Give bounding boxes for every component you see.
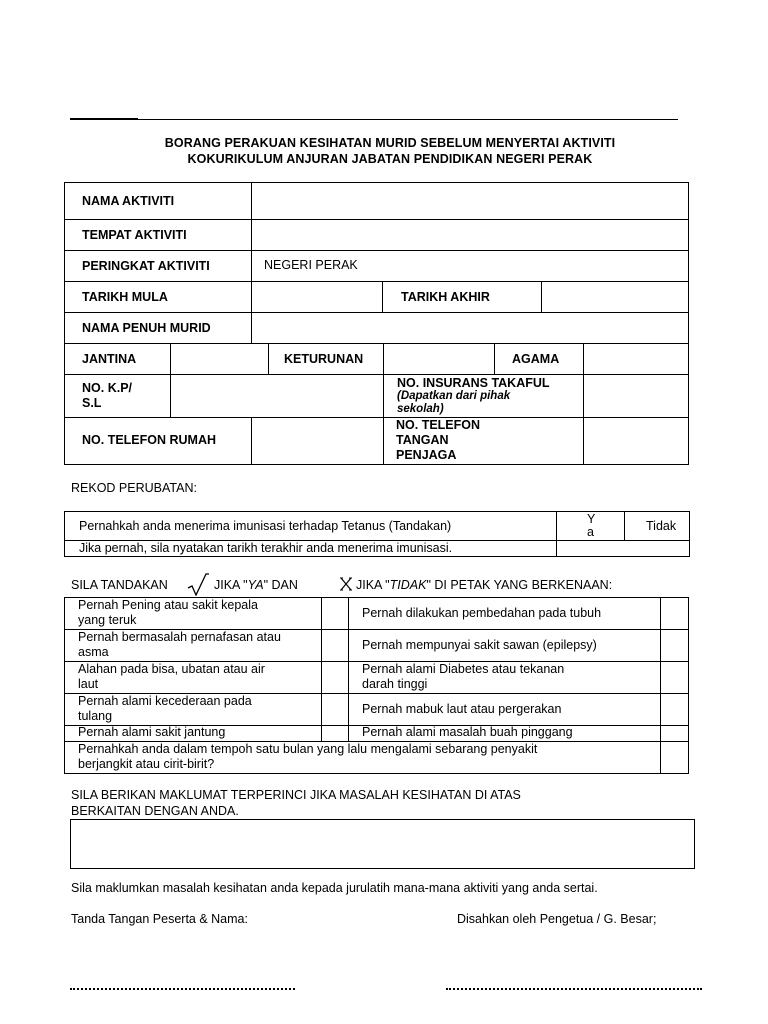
tetanus-tidak-label: Tidak [646, 519, 677, 533]
label-telefon-tangan-line1: NO. TELEFON [396, 418, 481, 432]
label-insurans-note-line2: sekolah) [397, 403, 444, 415]
instruction-part1: SILA TANDAKAN [71, 578, 168, 592]
condition-cell [348, 725, 661, 742]
instruction-part5: " DI PETAK YANG BERKENAAN: [426, 578, 613, 592]
details-textarea[interactable] [70, 819, 695, 869]
condition-checkbox[interactable] [660, 725, 689, 742]
condition-text: yang teruk [78, 613, 137, 627]
condition-text: Pernah alami kecederaan pada [78, 694, 252, 708]
label-keturunan: KETURUNAN [284, 352, 364, 366]
label-cell-keturunan [268, 343, 384, 375]
condition-text: laut [78, 677, 99, 691]
label-cell-tarikh-akhir [382, 281, 542, 313]
signature-line-participant[interactable] [70, 988, 295, 990]
field-nama-penuh-murid[interactable] [251, 312, 689, 344]
form-title-line2: KOKURIKULUM ANJURAN JABATAN PENDIDIKAN NEGERI PERAK [187, 152, 593, 166]
label-telefon-rumah: NO. TELEFON RUMAH [82, 433, 217, 447]
label-telefon-tangan-line2: TANGAN [396, 433, 449, 447]
condition-checkbox[interactable] [321, 597, 349, 630]
cross-mark-icon [340, 577, 352, 591]
signature-label-principal: Disahkan oleh Pengetua / G. Besar; [457, 912, 657, 926]
tetanus-tidak-checkbox[interactable] [624, 511, 690, 541]
tetanus-date-cell [64, 540, 557, 557]
condition-text: darah tinggi [362, 677, 428, 691]
condition-text: Alahan pada bisa, ubatan atau air [78, 662, 265, 676]
footer-notice: Sila maklumkan masalah kesihatan anda kepada jurulatih mana-mana aktiviti yang anda sertai. [71, 881, 598, 895]
condition-checkbox[interactable] [321, 661, 349, 694]
condition-checkbox[interactable] [321, 693, 349, 726]
condition-checkbox[interactable] [660, 629, 689, 662]
label-cell-no-kp [64, 374, 171, 418]
condition-text: Pernah alami Diabetes atau tekanan [362, 662, 565, 676]
label-nama-penuh-murid: NAMA PENUH MURID [82, 321, 211, 335]
label-cell-telefon-tangan [383, 417, 584, 465]
label-nama-aktiviti: NAMA AKTIVITI [82, 194, 175, 208]
condition-cell [64, 725, 322, 742]
condition-text: Pernah alami sakit jantung [78, 725, 226, 739]
condition-text: Pernah Pening atau sakit kepala [78, 598, 258, 612]
tetanus-date-field[interactable] [556, 540, 690, 557]
tetanus-ya-label-line1: Y [587, 512, 596, 526]
condition-text: Pernah dilakukan pembedahan pada tubuh [362, 606, 602, 620]
field-keturunan[interactable] [383, 343, 495, 375]
label-cell-jantina [64, 343, 171, 375]
condition-cell-wide [64, 741, 661, 774]
condition-text: Pernah bermasalah pernafasan atau [78, 630, 281, 644]
condition-cell [348, 661, 661, 694]
label-cell-agama [494, 343, 584, 375]
condition-checkbox[interactable] [660, 597, 689, 630]
condition-checkbox[interactable] [321, 725, 349, 742]
label-cell-telefon-rumah [64, 417, 252, 465]
instruction-ya: YA [247, 578, 264, 592]
tetanus-ya-label-line2: a [587, 525, 594, 539]
details-instruction-line2: BERKAITAN DENGAN ANDA. [71, 804, 239, 818]
condition-cell [64, 629, 322, 662]
label-tempat-aktiviti: TEMPAT AKTIVITI [82, 228, 187, 242]
condition-cell [348, 693, 661, 726]
label-cell-nama-aktiviti [64, 182, 252, 220]
condition-text: Pernah mempunyai sakit sawan (epilepsy) [362, 638, 597, 652]
field-no-insurans[interactable] [583, 374, 689, 418]
signature-label-participant: Tanda Tangan Peserta & Nama: [71, 912, 248, 926]
condition-text: Pernah alami masalah buah pinggang [362, 725, 573, 739]
condition-text: Pernah mabuk laut atau pergerakan [362, 702, 562, 716]
field-peringkat-aktiviti[interactable] [251, 250, 689, 282]
label-telefon-tangan-line3: PENJAGA [396, 448, 457, 462]
condition-cell [64, 597, 322, 630]
label-insurans-note-line1: (Dapatkan dari pihak [397, 390, 511, 402]
condition-text: tulang [78, 709, 113, 723]
condition-checkbox[interactable] [660, 693, 689, 726]
field-nama-aktiviti[interactable] [251, 182, 689, 220]
field-telefon-rumah[interactable] [251, 417, 384, 465]
field-tarikh-mula[interactable] [251, 281, 383, 313]
field-tempat-aktiviti[interactable] [251, 219, 689, 251]
form-title-line1: BORANG PERAKUAN KESIHATAN MURID SEBELUM MENYERTAI AKTIVITI [164, 136, 616, 150]
condition-text: Pernahkah anda dalam tempoh satu bulan yang lalu mengalami sebarang penyakit [78, 742, 538, 756]
header-rule [70, 119, 678, 120]
condition-cell [348, 597, 661, 630]
label-cell-tempat-aktiviti [64, 219, 252, 251]
check-mark-icon [186, 572, 210, 596]
instruction-tidak: TIDAK [389, 578, 427, 592]
instruction-part3: " DAN [263, 578, 298, 592]
field-agama[interactable] [583, 343, 689, 375]
field-telefon-tangan[interactable] [583, 417, 689, 465]
label-cell-tarikh-mula [64, 281, 252, 313]
condition-cell [348, 629, 661, 662]
condition-cell [64, 693, 322, 726]
label-tarikh-akhir: TARIKH AKHIR [401, 290, 490, 304]
label-no-insurans: NO. INSURANS TAKAFUL [397, 376, 550, 390]
label-cell-nama-penuh [64, 312, 252, 344]
label-no-kp-line2: S.L [82, 396, 102, 410]
condition-cell [64, 661, 322, 694]
instruction-part2-group [214, 578, 298, 592]
label-cell-peringkat [64, 250, 252, 282]
tetanus-date-question: Jika pernah, sila nyatakan tarikh terakhir anda menerima imunisasi. [79, 541, 453, 555]
tetanus-ya-checkbox[interactable] [556, 511, 625, 541]
label-peringkat-aktiviti: PERINGKAT AKTIVITI [82, 259, 210, 273]
label-no-kp-line1: NO. K.P/ [82, 381, 133, 395]
label-jantina: JANTINA [82, 352, 137, 366]
condition-text: asma [78, 645, 109, 659]
details-instruction-line1: SILA BERIKAN MAKLUMAT TERPERINCI JIKA MASALAH KESIHATAN DI ATAS [71, 788, 521, 802]
instruction-part2: JIKA " [214, 578, 248, 592]
field-jantina[interactable] [170, 343, 269, 375]
value-peringkat-aktiviti: NEGERI PERAK [264, 258, 358, 272]
medical-heading: REKOD PERUBATAN: [71, 481, 197, 495]
condition-checkbox[interactable] [660, 741, 689, 774]
instruction-part4: JIKA " [356, 578, 390, 592]
condition-checkbox[interactable] [321, 629, 349, 662]
label-tarikh-mula: TARIKH MULA [82, 290, 168, 304]
signature-line-principal[interactable] [446, 988, 702, 990]
field-tarikh-akhir[interactable] [541, 281, 689, 313]
label-agama: AGAMA [512, 352, 560, 366]
tetanus-question-cell [64, 511, 557, 541]
label-cell-no-insurans [383, 374, 584, 418]
instruction-part4-group [356, 578, 612, 592]
condition-checkbox[interactable] [660, 661, 689, 694]
field-no-kp[interactable] [170, 374, 384, 418]
tetanus-question: Pernahkah anda menerima imunisasi terhadap Tetanus (Tandakan) [79, 519, 452, 533]
condition-text: berjangkit atau cirit-birit? [78, 757, 215, 771]
